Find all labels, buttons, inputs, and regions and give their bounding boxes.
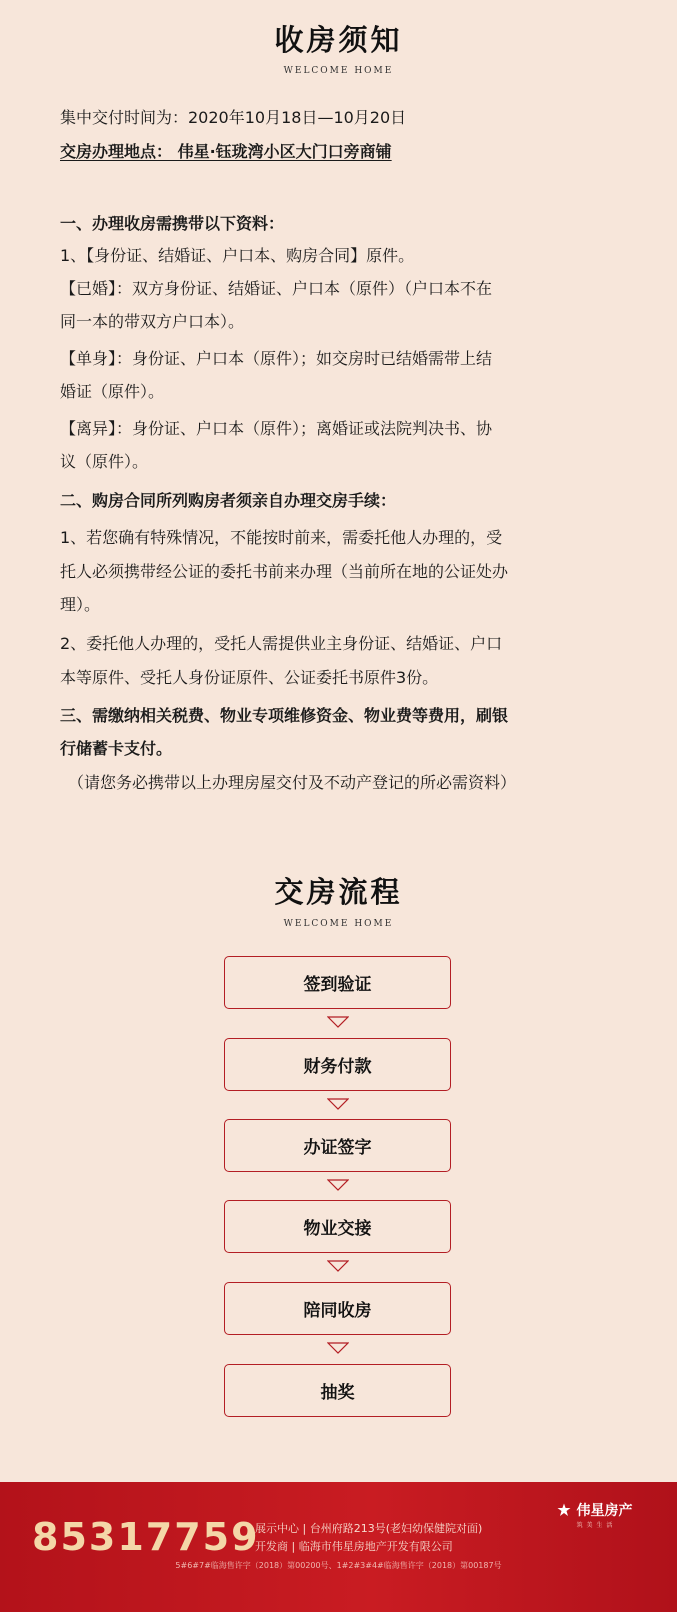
notice-line: 本等原件、受托人身份证原件、公证委托书原件3份。 xyxy=(60,668,439,687)
notice-reminder: （请您务必携带以上办理房屋交付及不动产登记的所必需资料） xyxy=(68,773,517,792)
step-accompanied-inspection: 陪同收房 xyxy=(224,1282,451,1335)
notice-line: 理）。 xyxy=(60,595,101,614)
notice-line: 婚证（原件）。 xyxy=(60,382,165,401)
notice-subtitle: WELCOME HOME xyxy=(283,66,394,76)
notice-line: 议（原件）。 xyxy=(60,452,149,471)
notice-line: 2、委托他人办理的，受托人需提供业主身份证、结婚证、户口 xyxy=(60,634,503,653)
down-arrow-icon xyxy=(327,1016,349,1028)
process-subtitle: WELCOME HOME xyxy=(283,919,394,929)
footer-banner xyxy=(0,1482,677,1612)
delivery-time: 集中交付时间为：2020年10月18日—10月20日 xyxy=(60,108,407,127)
notice-line: 托人必须携带经公证的委托书前来办理（当前所在地的公证处办 xyxy=(60,562,509,581)
requirement-heading-1: 一、办理收房需携带以下资料： xyxy=(60,214,285,233)
down-arrow-icon xyxy=(327,1342,349,1354)
step-checkin: 签到验证 xyxy=(224,956,451,1009)
step-property-handover: 物业交接 xyxy=(224,1200,451,1253)
notice-line: 1、若您确有特殊情况，不能按时前来，需委托他人办理的，受 xyxy=(60,528,503,547)
notice-line: 同一本的带双方户口本）。 xyxy=(60,312,245,331)
showroom-address: 展示中心 | 台州府路213号(老妇幼保健院对面) xyxy=(255,1522,483,1535)
notice-line: 【离异】：身份证、户口本（原件）；离婚证或法院判决书、协 xyxy=(60,419,493,438)
down-arrow-icon xyxy=(327,1179,349,1191)
down-arrow-icon xyxy=(327,1260,349,1272)
hotline-number: 85317759 xyxy=(32,1515,260,1559)
step-lottery: 抽奖 xyxy=(224,1364,451,1417)
notice-line: 【单身】：身份证、户口本（原件）；如交房时已结婚需带上结 xyxy=(60,349,493,368)
notice-title: 收房须知 xyxy=(274,23,403,57)
step-signing: 办证签字 xyxy=(224,1119,451,1172)
star-logo-icon xyxy=(557,1503,571,1517)
sales-license: 5#6#7#临海售许字（2018）第00200号、1#2#3#4#临海售许字（2018）第00187号 xyxy=(175,1561,502,1570)
process-title: 交房流程 xyxy=(274,875,403,909)
step-payment: 财务付款 xyxy=(224,1038,451,1091)
notice-line: 行储蓄卡支付。 xyxy=(60,739,173,758)
delivery-location: 交房办理地点： 伟星·钰珑湾小区大门口旁商铺 xyxy=(60,142,392,161)
requirement-heading-2: 二、购房合同所列购房者须亲自办理交房手续： xyxy=(60,491,397,510)
developer-name: 开发商 | 临海市伟星房地产开发有限公司 xyxy=(255,1540,453,1553)
brand-logo xyxy=(545,1500,645,1529)
requirement-heading-3: 三、需缴纳相关税费、物业专项维修资金、物业费等费用，刷银 xyxy=(60,706,509,725)
brand-name: 伟星房产 xyxy=(576,1503,633,1519)
notice-line: 【已婚】：双方身份证、结婚证、户口本（原件）（户口本不在 xyxy=(60,279,493,298)
down-arrow-icon xyxy=(327,1098,349,1110)
notice-line: 1、【身份证、结婚证、户口本、购房合同】原件。 xyxy=(60,246,415,265)
brand-slogan: 筑 美 生 活 xyxy=(576,1522,614,1529)
